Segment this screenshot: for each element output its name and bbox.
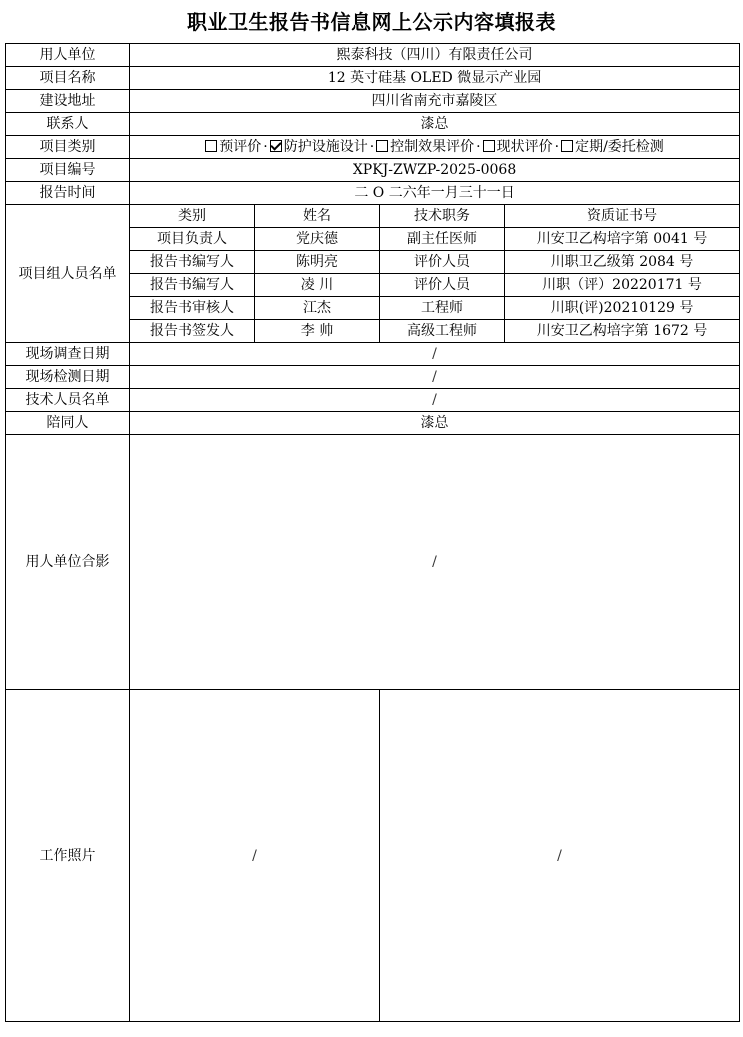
value-project-no: XPKJ-ZWZP-2025-0068 <box>130 159 740 182</box>
team-header-role: 类别 <box>130 205 255 228</box>
info-form-table <box>5 43 740 1022</box>
row-address <box>6 90 740 113</box>
category-option[interactable]: 预评价 <box>205 139 261 155</box>
category-option[interactable]: 现状评价 <box>483 139 553 155</box>
label-project-name: 项目名称 <box>6 67 130 90</box>
member-role: 报告书签发人 <box>130 320 255 343</box>
row-test-date <box>6 366 740 389</box>
member-name: 李 帅 <box>255 320 380 343</box>
value-address: 四川省南充市嘉陵区 <box>130 90 740 113</box>
team-header-name: 姓名 <box>255 205 380 228</box>
member-role: 报告书审核人 <box>130 297 255 320</box>
member-name: 陈明亮 <box>255 251 380 274</box>
label-contact: 联系人 <box>6 113 130 136</box>
member-cert: 川职(评)20210129 号 <box>505 297 740 320</box>
member-cert: 川安卫乙构培字第 0041 号 <box>505 228 740 251</box>
member-title: 评价人员 <box>380 274 505 297</box>
member-cert: 川安卫乙构培字第 1672 号 <box>505 320 740 343</box>
checkbox-icon[interactable] <box>205 140 217 152</box>
member-name: 凌 川 <box>255 274 380 297</box>
category-options: 预评价 · 防护设施设计 · 控制效果评价 · 现状评价 · 定期/委托检测 <box>130 136 740 159</box>
value-contact: 漆总 <box>130 113 740 136</box>
label-address: 建设地址 <box>6 90 130 113</box>
checkbox-icon[interactable] <box>561 140 573 152</box>
value-test-date: / <box>130 366 740 389</box>
page-title: 职业卫生报告书信息网上公示内容填报表 <box>187 10 556 34</box>
team-header-row <box>6 205 740 228</box>
member-role: 项目负责人 <box>130 228 255 251</box>
checkbox-checked-icon[interactable] <box>270 140 282 152</box>
team-header-title: 技术职务 <box>380 205 505 228</box>
member-title: 评价人员 <box>380 251 505 274</box>
value-escort: 漆总 <box>130 412 740 435</box>
label-work-photo: 工作照片 <box>6 690 130 1022</box>
row-tech-staff <box>6 389 740 412</box>
member-cert: 川职（评）20220171 号 <box>505 274 740 297</box>
value-tech-staff: / <box>130 389 740 412</box>
row-employer <box>6 44 740 67</box>
label-employer: 用人单位 <box>6 44 130 67</box>
member-role: 报告书编写人 <box>130 274 255 297</box>
row-report-time <box>6 182 740 205</box>
member-title: 工程师 <box>380 297 505 320</box>
label-project-no: 项目编号 <box>6 159 130 182</box>
work-photo-right: / <box>380 690 740 1022</box>
row-contact <box>6 113 740 136</box>
member-title: 高级工程师 <box>380 320 505 343</box>
checkbox-icon[interactable] <box>483 140 495 152</box>
group-photo-area: / <box>130 435 740 690</box>
work-photo-left: / <box>130 690 380 1022</box>
row-escort <box>6 412 740 435</box>
value-employer: 熙泰科技（四川）有限责任公司 <box>130 44 740 67</box>
label-team: 项目组人员名单 <box>6 205 130 343</box>
label-tech-staff: 技术人员名单 <box>6 389 130 412</box>
label-survey-date: 现场调查日期 <box>6 343 130 366</box>
category-option[interactable]: 防护设施设计 <box>270 139 368 155</box>
category-option[interactable]: 控制效果评价 <box>376 139 474 155</box>
row-group-photo <box>6 435 740 690</box>
row-category <box>6 136 740 159</box>
label-escort: 陪同人 <box>6 412 130 435</box>
team-header-cert: 资质证书号 <box>505 205 740 228</box>
row-survey-date <box>6 343 740 366</box>
category-option[interactable]: 定期/委托检测 <box>561 139 664 155</box>
member-name: 党庆德 <box>255 228 380 251</box>
row-project-name <box>6 67 740 90</box>
value-project-name: 12 英寸硅基 OLED 微显示产业园 <box>130 67 740 90</box>
label-group-photo: 用人单位合影 <box>6 435 130 690</box>
value-report-time: 二 O 二六年一月三十一日 <box>130 182 740 205</box>
row-project-no <box>6 159 740 182</box>
checkbox-icon[interactable] <box>376 140 388 152</box>
label-category: 项目类别 <box>6 136 130 159</box>
label-report-time: 报告时间 <box>6 182 130 205</box>
label-test-date: 现场检测日期 <box>6 366 130 389</box>
member-role: 报告书编写人 <box>130 251 255 274</box>
member-title: 副主任医师 <box>380 228 505 251</box>
member-name: 江杰 <box>255 297 380 320</box>
value-survey-date: / <box>130 343 740 366</box>
member-cert: 川职卫乙级第 2084 号 <box>505 251 740 274</box>
row-work-photo <box>6 690 740 1022</box>
